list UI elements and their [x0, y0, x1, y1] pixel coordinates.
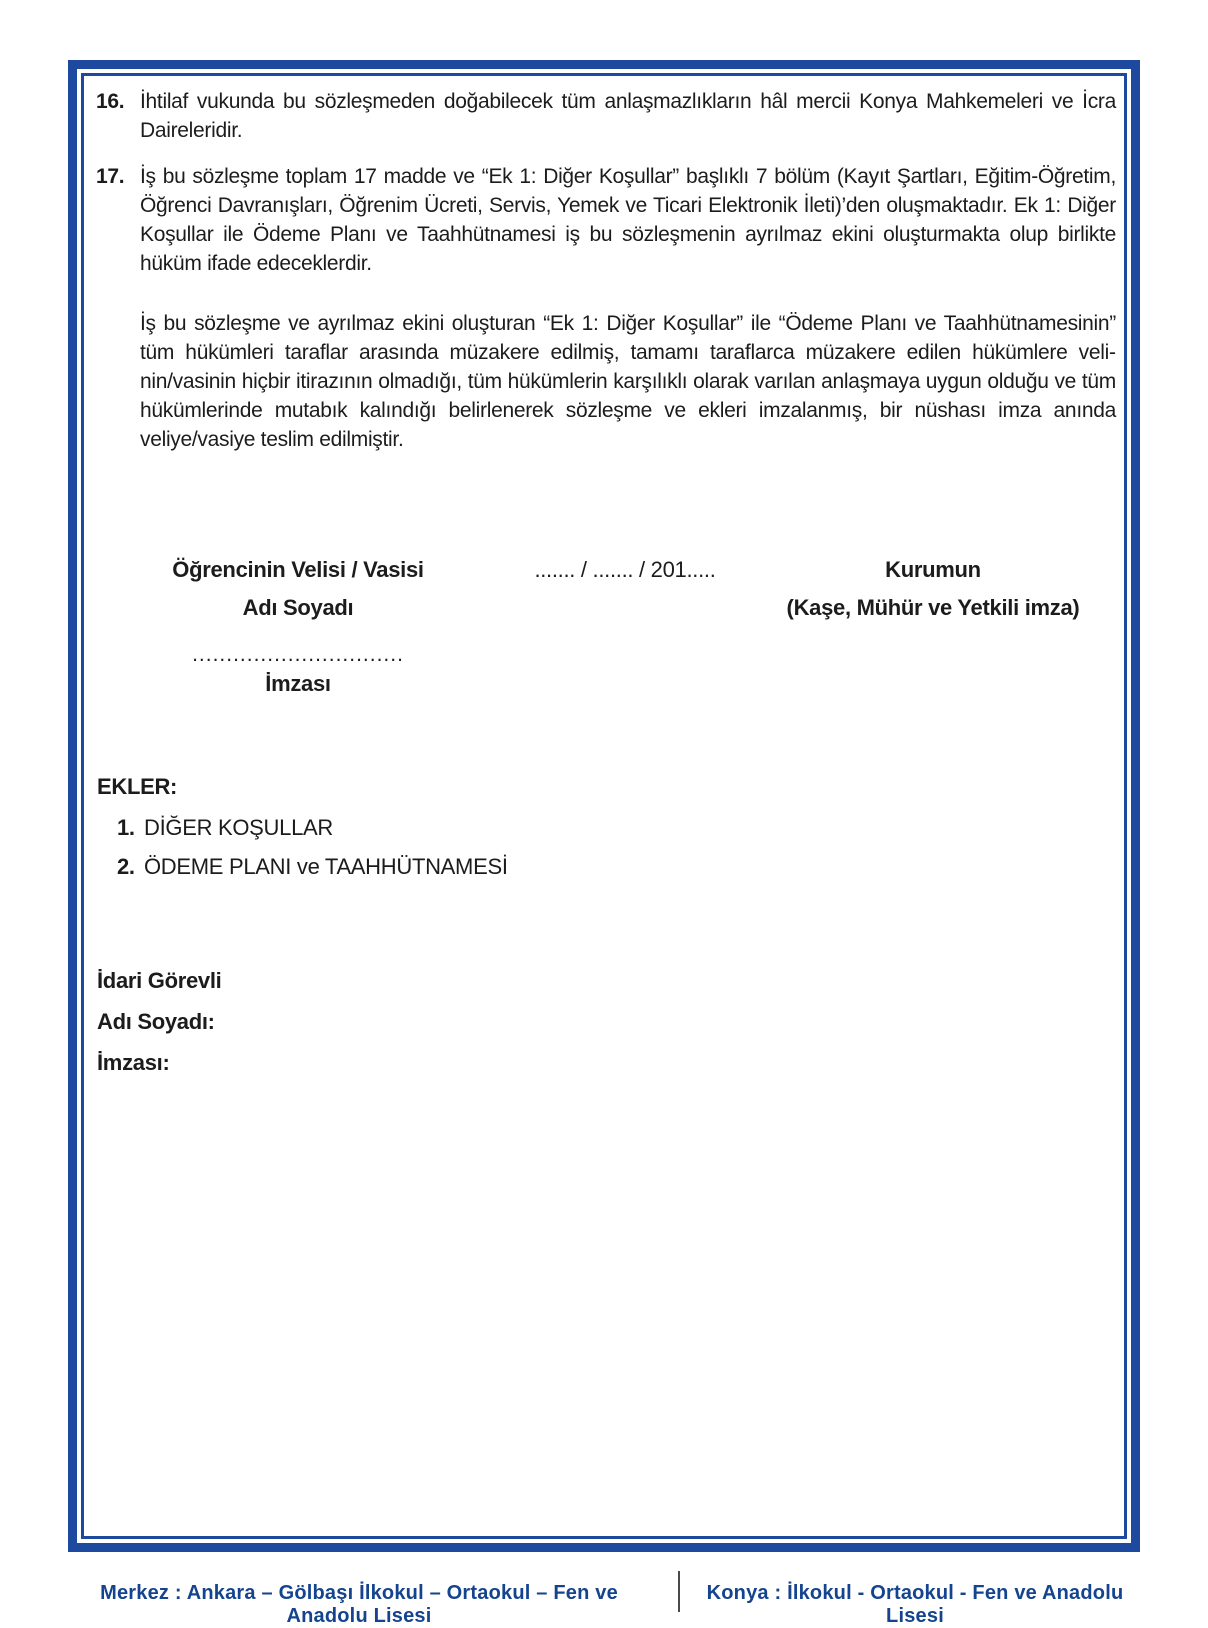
official-signature-label: İmzası:	[97, 1050, 170, 1075]
article-list	[96, 87, 1116, 295]
guardian-signature-block	[140, 551, 456, 700]
guardian-title: Öğrencinin Velisi / Vasisi	[172, 557, 424, 582]
attachment-label: ÖDEME PLANI ve TAAHHÜTNAMESİ	[144, 854, 508, 879]
institution-signature-block	[765, 551, 1101, 627]
official-title: İdari Görevli	[97, 968, 222, 993]
article-17	[96, 162, 1116, 278]
article-16	[96, 87, 1116, 145]
closing-paragraph: İş bu sözleşme ve ayrılmaz ekini oluşturan “Ek 1: Diğer Koşullar” ile “Ödeme Planı ve Taahhütnamesinin” tüm hükümleri taraflar arasında müzakere edilmiş, tamamı taraflarca müzakere edilen hükümlere velinin/vasinin hiçbir itirazının olmadığı, tüm hükümlerin karşılıklı olarak varılan anlaşmaya uygun olduğu ve tüm hükümlerinde mutabık kalındığı belirlenerek sözleşme ve ekleri imzalanmış, bir nüshası imza anında veliye/vasiye teslim edilmiştir.	[140, 312, 1116, 451]
attachments-heading: EKLER:	[97, 774, 178, 799]
article-text: İş bu sözleşme toplam 17 madde ve “Ek 1: Diğer Koşullar” başlıklı 7 bölüm (Kayıt Şartları, Eğitim-Öğretim, Öğrenci Davranışları, Öğrenim Ücreti, Servis, Yemek ve Ticari Elektronik İleti)’den oluşmaktadır. Ek 1: Diğer Koşullar ile Ödeme Planı ve Taahhütnamesi iş bu sözleşmenin ayrılmaz ekini oluşturmakta olup birlikte hüküm ifade edeceklerdir.	[140, 165, 1116, 275]
official-name-label: Adı Soyadı:	[97, 1009, 215, 1034]
attachments-list	[97, 815, 797, 880]
guardian-name-label: Adı Soyadı	[242, 595, 354, 620]
footer-campus-konya: Konya : İlkokul - Ortaokul - Fen ve Anadolu Lisesi	[706, 1582, 1124, 1627]
official-section	[97, 960, 221, 1083]
institution-title: Kurumun	[885, 557, 981, 582]
guardian-signature-label: İmzası	[265, 671, 331, 696]
attachment-number: 1.	[117, 815, 135, 840]
article-text: İhtilaf vukunda bu sözleşmeden doğabilecek tüm anlaşmazlıkların hâl mercii Konya Mahkemeleri ve İcra Daireleridir.	[140, 90, 1116, 142]
guardian-signature-line: ...............................	[192, 643, 404, 666]
article-number: 17.	[96, 165, 125, 188]
attachment-item	[117, 815, 797, 841]
article-number: 16.	[96, 90, 125, 113]
footer-campus-merkez: Merkez : Ankara – Gölbaşı İlkokul – Ortaokul – Fen ve Anadolu Lisesi	[100, 1582, 618, 1627]
institution-stamp-label: (Kaşe, Mühür ve Yetkili imza)	[786, 595, 1080, 620]
attachment-item	[117, 854, 797, 880]
date-field: ....... / ....... / 201.....	[534, 557, 716, 582]
attachment-number: 2.	[117, 854, 135, 879]
attachment-label: DİĞER KOŞULLAR	[144, 815, 333, 840]
attachments-section	[97, 774, 797, 893]
